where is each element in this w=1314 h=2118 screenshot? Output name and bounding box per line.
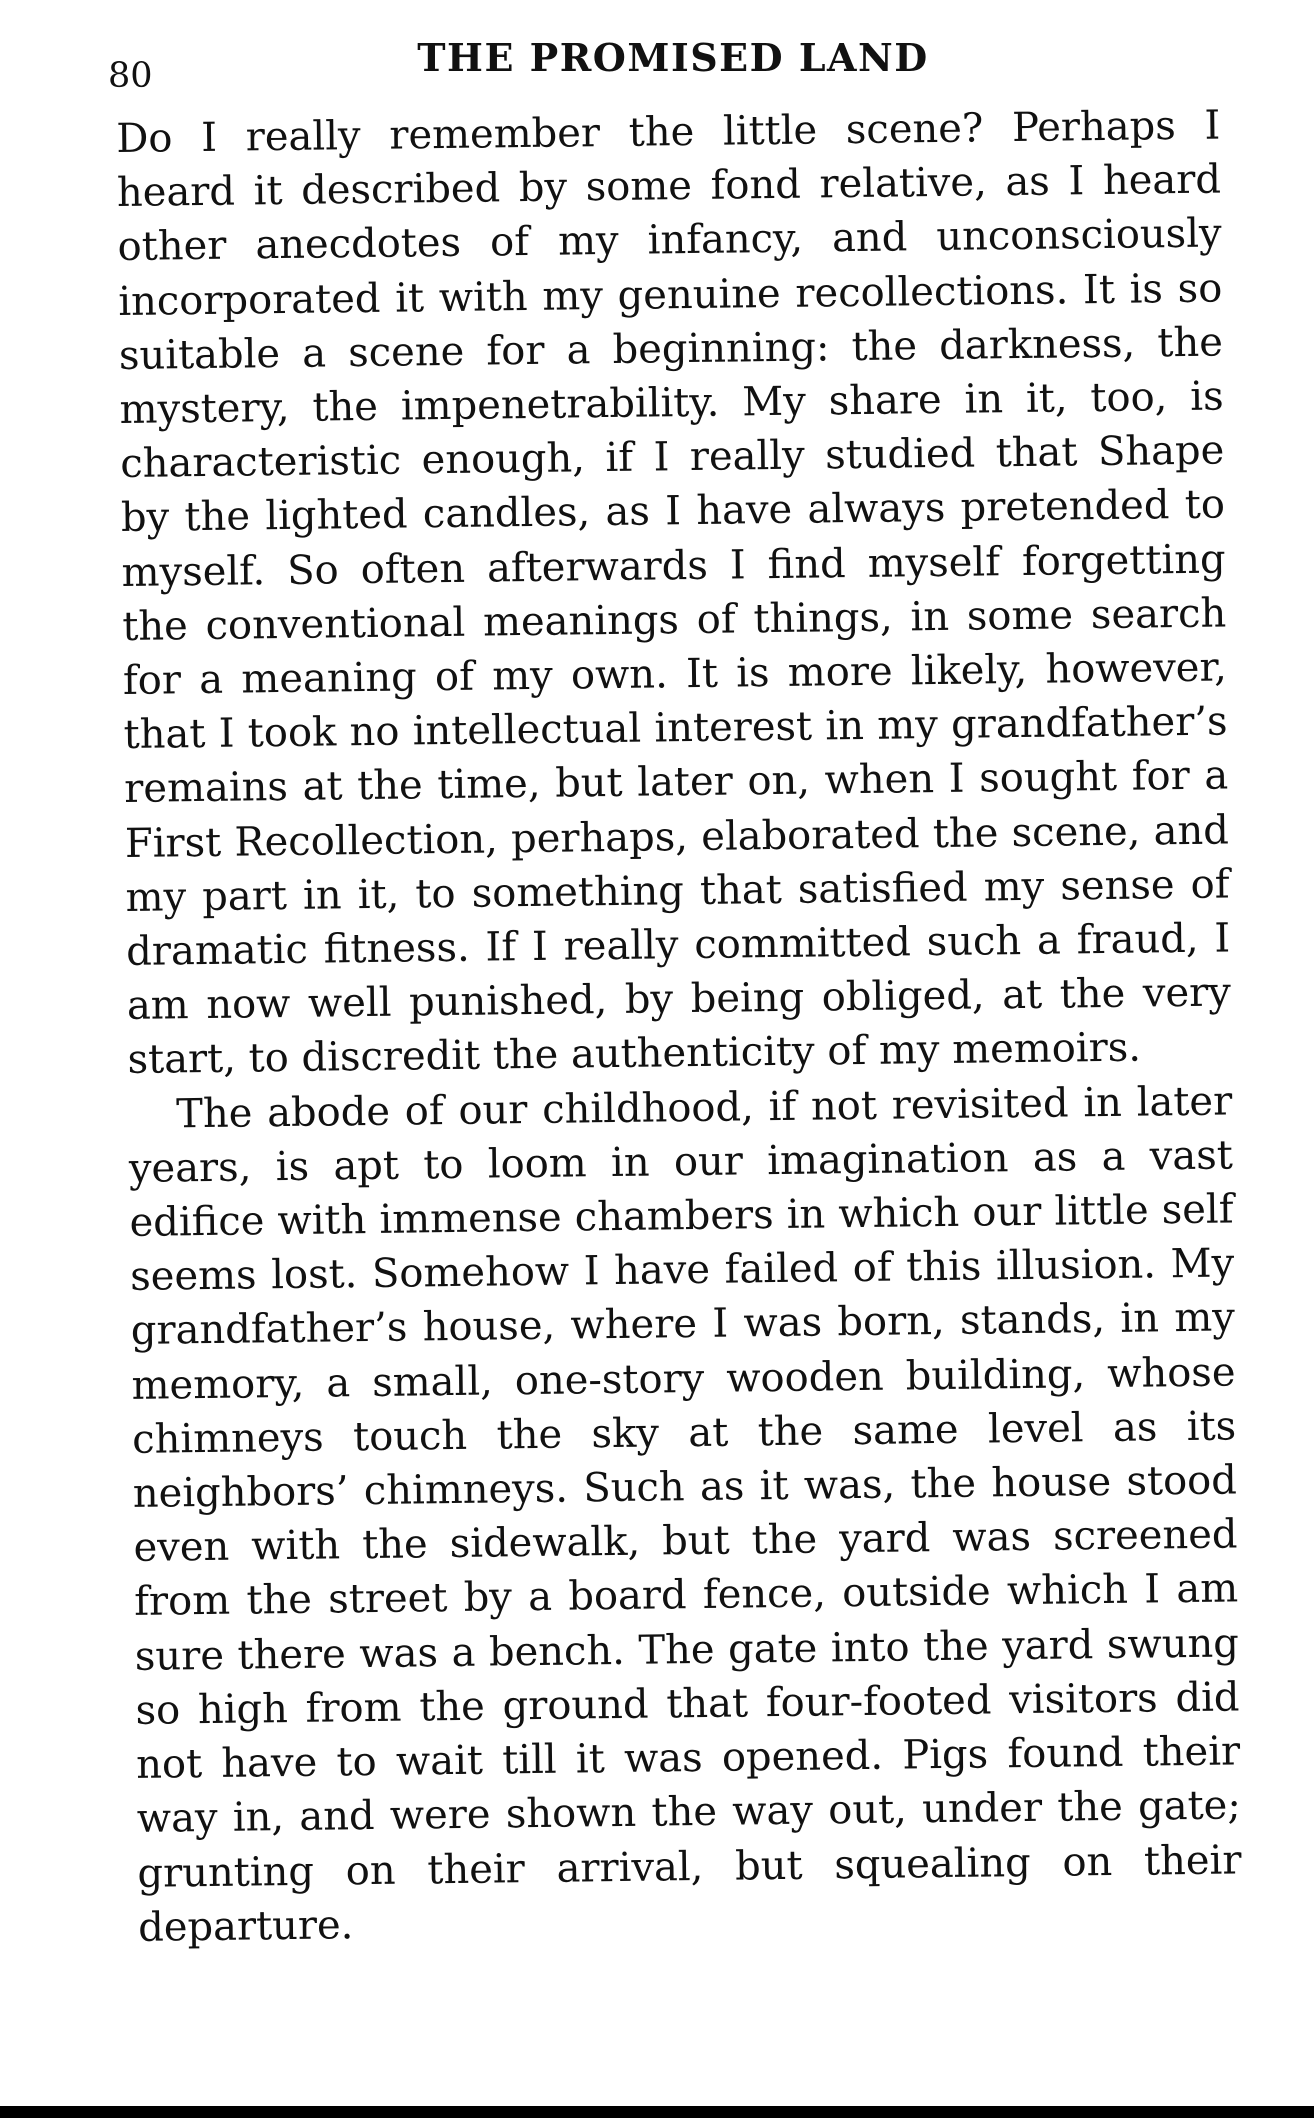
paragraph-first-recollection: Do I really remember the little scene? Perhaps I heard it described by some fond relative, as I heard other anecdotes of my infancy, and unconsciously incorporated it with my genuine recollections. It is so suitable a scene for a beginning: the darkness, the mystery, the impenetrability. My share in it, too, is characteristic enough, if I really studied that Shape by the lighted candles, as I have always pretended to myself. So often afterwards I find myself forgetting the conventional meanings of things, in some search for a meaning of my own. It is more likely, however, that I took no intellectual interest in my grandfather’s remains at the time, but later on, when I sought for a First Recollection, perhaps, elaborated the scene, and my part in it, to something that satisfied my sense of dramatic fitness. If I really committed such a fraud, I am now well punished, by being obliged, at the very start, to discredit the authenticity of my memoirs. (116, 102, 1232, 1084)
running-head (108, 30, 1218, 96)
scan-bottom-edge (0, 2106, 1314, 2118)
body-text (116, 99, 1242, 1955)
book-title: THE PROMISED LAND (417, 35, 929, 80)
page-number: 80 (108, 56, 153, 96)
paragraph-grandfather-house: The abode of our childhood, if not revisited in later years, is apt to loom in our imagination as a vast edifice with immense chambers in which our little self seems lost. Somehow I have failed of this illusion. My grandfather’s house, where I was born, stands, in my memory, a small, one-story wooden building, whose chimneys touch the sky at the same level as its neighbors’ chimneys. Such as it was, the house stood even with the sidewalk, but the yard was screened from the street by a board fence, outside which I am sure there was a bench. The gate into the yard swung so high from the ground that four-footed visitors did not have to wait till it was opened. Pigs found their way in, and were shown the way out, under the gate; grunting on their arrival, but squealing on their departure. (128, 1078, 1242, 1951)
